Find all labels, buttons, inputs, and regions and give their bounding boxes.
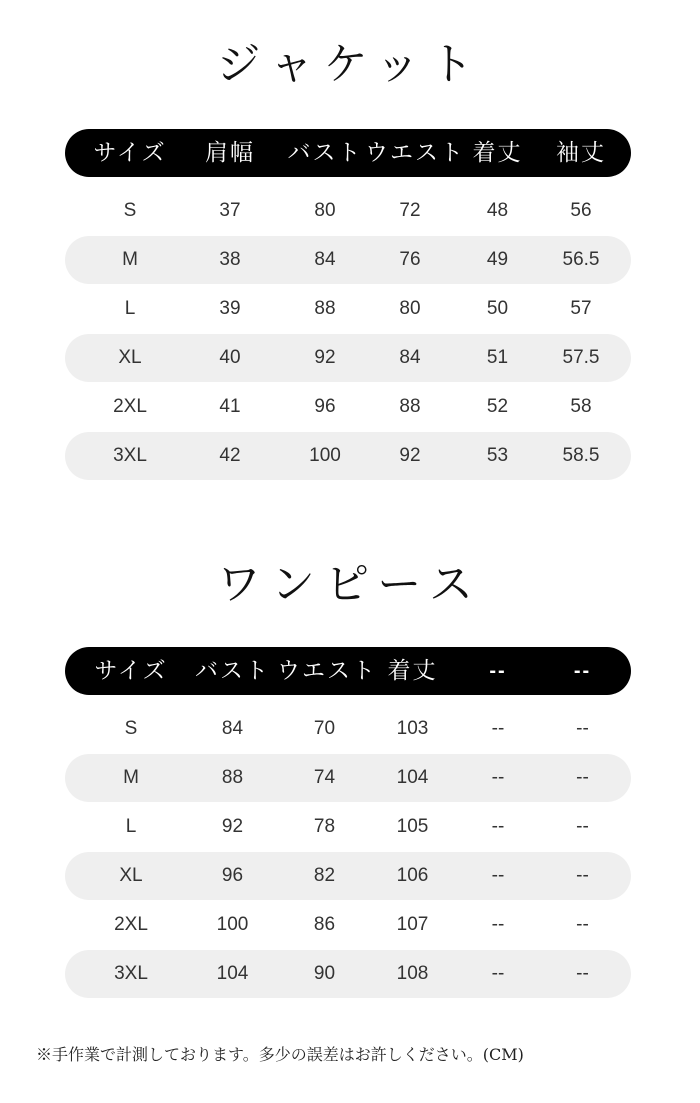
cell-size: L [125,816,137,837]
cell-bust: 96 [314,396,336,417]
cell-waist: 76 [399,249,421,270]
cell-waist: 88 [399,396,421,417]
cell-empty: -- [491,865,505,886]
cell-waist: 72 [399,200,421,221]
cell-shoulder: 39 [219,298,241,319]
cell-length: 106 [396,865,429,886]
cell-size: 3XL [113,445,147,466]
cell-length: 52 [486,396,509,417]
cell-waist: 84 [399,347,421,368]
table-row [65,852,631,900]
cell-shoulder: 38 [219,249,241,270]
cell-bust: 80 [314,200,336,221]
table-row [65,803,631,851]
cell-shoulder: 37 [219,200,241,221]
header-size: サイズ [94,658,168,684]
jacket-size-table [65,129,631,480]
cell-size: M [123,767,139,788]
header-bust: バスト [195,658,270,684]
cell-waist: 92 [399,445,421,466]
cell-waist: 74 [313,767,336,788]
cell-bust: 84 [221,718,244,739]
cell-size: S [124,718,138,739]
cell-bust: 100 [309,445,341,466]
cell-sleeve: 56.5 [562,249,600,270]
table-row [65,705,631,753]
cell-bust: 88 [314,298,336,319]
cell-length: 103 [396,718,429,739]
dress-title: ワンピース [216,559,484,610]
cell-length: 50 [486,298,509,319]
cell-waist: 80 [399,298,421,319]
cell-size: M [122,249,138,270]
cell-empty: -- [576,718,589,739]
cell-shoulder: 41 [219,396,241,417]
cell-sleeve: 58 [570,396,592,417]
cell-size: L [124,298,136,319]
jacket-title: ジャケット [216,39,484,90]
cell-size: 3XL [114,963,148,984]
measurement-note: ※手作業で計測しております。多少の誤差はお許しください。(CM) [36,1045,524,1064]
cell-shoulder: 40 [219,347,241,368]
cell-waist: 90 [313,963,336,984]
cell-empty: -- [576,914,589,935]
cell-bust: 88 [221,767,244,788]
cell-length: 104 [396,767,429,788]
cell-waist: 86 [313,914,336,935]
cell-sleeve: 57.5 [562,347,600,368]
cell-waist: 70 [313,718,336,739]
table-row [65,285,631,333]
cell-waist: 82 [313,865,336,886]
cell-empty: -- [491,963,505,984]
cell-bust: 84 [314,249,336,270]
cell-length: 105 [396,816,429,837]
cell-length: 108 [396,963,429,984]
header-waist: ウエスト [277,658,377,684]
cell-empty: -- [491,767,505,788]
cell-bust: 96 [221,865,244,886]
cell-bust: 92 [314,347,336,368]
table-row [65,334,631,382]
cell-empty: -- [491,914,505,935]
table-header [65,129,631,177]
cell-empty: -- [576,767,589,788]
table-row [65,432,631,480]
table-row [65,187,631,235]
cell-length: 48 [486,200,509,221]
cell-size: 2XL [113,396,147,417]
table-row [65,901,631,949]
header-empty: -- [573,660,592,682]
cell-empty: -- [576,816,589,837]
cell-size: XL [118,347,142,368]
header-waist: ウエスト [365,140,465,166]
cell-size: S [123,200,137,221]
cell-size: XL [119,865,143,886]
header-sleeve: 袖丈 [556,140,606,166]
table-row [65,950,631,998]
header-empty: -- [489,660,507,682]
cell-sleeve: 57 [570,298,592,319]
cell-bust: 92 [221,816,244,837]
table-row [65,754,631,802]
cell-empty: -- [491,718,505,739]
header-shoulder: 肩幅 [205,140,255,166]
header-length: 着丈 [472,140,523,166]
cell-empty: -- [576,963,589,984]
cell-empty: -- [576,865,589,886]
cell-sleeve: 56 [570,200,592,221]
table-row [65,236,631,284]
cell-sleeve: 58.5 [562,445,600,466]
dress-size-table [65,647,631,998]
header-length: 着丈 [387,658,438,684]
header-size: サイズ [93,140,167,166]
cell-length: 49 [486,249,509,270]
cell-waist: 78 [313,816,336,837]
cell-length: 107 [396,914,429,935]
table-body [65,705,631,998]
cell-empty: -- [491,816,505,837]
table-body [65,187,631,480]
table-header [65,647,631,695]
table-row [65,383,631,431]
cell-size: 2XL [114,914,148,935]
cell-bust: 100 [216,914,249,935]
cell-length: 53 [486,445,509,466]
header-bust: バスト [287,140,363,166]
cell-bust: 104 [216,963,249,984]
cell-length: 51 [486,347,509,368]
cell-shoulder: 42 [219,445,241,466]
